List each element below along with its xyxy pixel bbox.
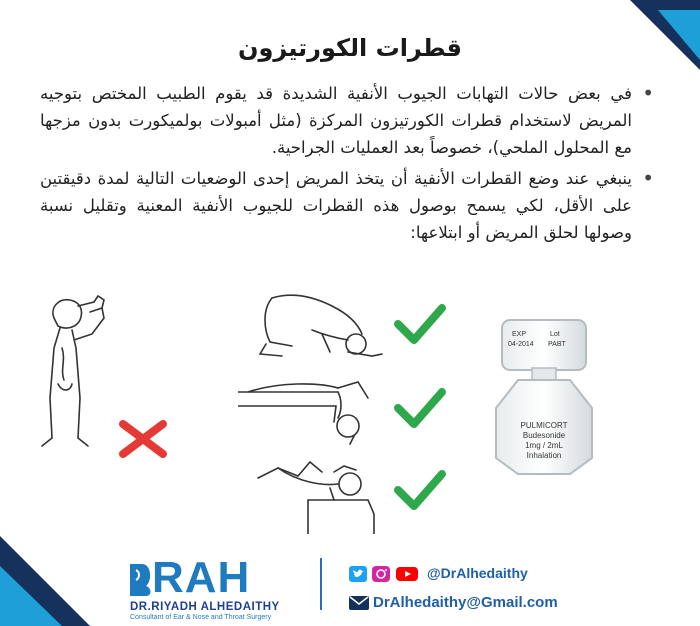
social-handle[interactable]: @DrAlhedaithy <box>427 565 528 581</box>
vial-dose: 1mg / 2mL <box>525 441 563 450</box>
vial-lot-label: Lot <box>550 331 560 338</box>
doctor-name: DR.RIYADH ALHEDAITHY <box>130 601 280 613</box>
email-icon <box>349 596 369 610</box>
logo-text: RAH <box>152 553 251 602</box>
doctor-title: Consultant of Ear & Nose and Throat Surgery <box>130 614 272 621</box>
bullet-list <box>40 80 654 250</box>
page-title: قطرات الكورتيزون <box>238 34 462 62</box>
vial-exp-label: EXP <box>512 331 527 338</box>
kneeling-head-down-illustration <box>252 290 392 360</box>
instagram-icon[interactable] <box>372 566 390 582</box>
youtube-icon[interactable] <box>396 566 418 582</box>
footer-divider <box>320 558 322 610</box>
vial-lot-value: PABT <box>548 341 566 348</box>
pulmicort-ampoule <box>488 316 600 478</box>
check-icon <box>392 384 448 432</box>
logo-emblem-icon <box>126 560 154 600</box>
check-icon <box>392 300 448 348</box>
vial-drug: Budesonide <box>522 431 566 440</box>
check-icon <box>392 466 448 514</box>
twitter-icon[interactable] <box>349 566 367 582</box>
bullet-item: • في بعض حالات التهابات الجيوب الأنفية الشديدة قد يقوم الطبيب المختص بتوجيه المريض لاستخدام قطرات الكورتيزون المركزة (مثل أمبولات بولميكورت بدون مزجها مع المحلول الملحي)، خصوصاً بعد العمليات الجراحية. <box>40 80 654 161</box>
lying-head-hanging-illustration <box>238 370 388 445</box>
bullet-item: • ينبغي عند وضع القطرات الأنفية أن يتخذ المريض إحدى الوضعيات التالية لمدة دقيقتين على الأقل، لكي يسمح بوصول هذه القطرات للجيوب الأنفية المعنية وتقليل نسبة وصولها لحلق المريض أو ابتلاعها: <box>40 165 654 246</box>
cross-icon <box>117 418 169 460</box>
email-link[interactable]: DrAlhedaithy@Gmail.com <box>373 594 558 611</box>
vial-route: Inhalation <box>526 451 562 460</box>
lying-on-bed-illustration <box>238 454 388 534</box>
vial-exp-value: 04-2014 <box>508 341 534 348</box>
vial-brand: PULMICORT <box>520 421 568 430</box>
